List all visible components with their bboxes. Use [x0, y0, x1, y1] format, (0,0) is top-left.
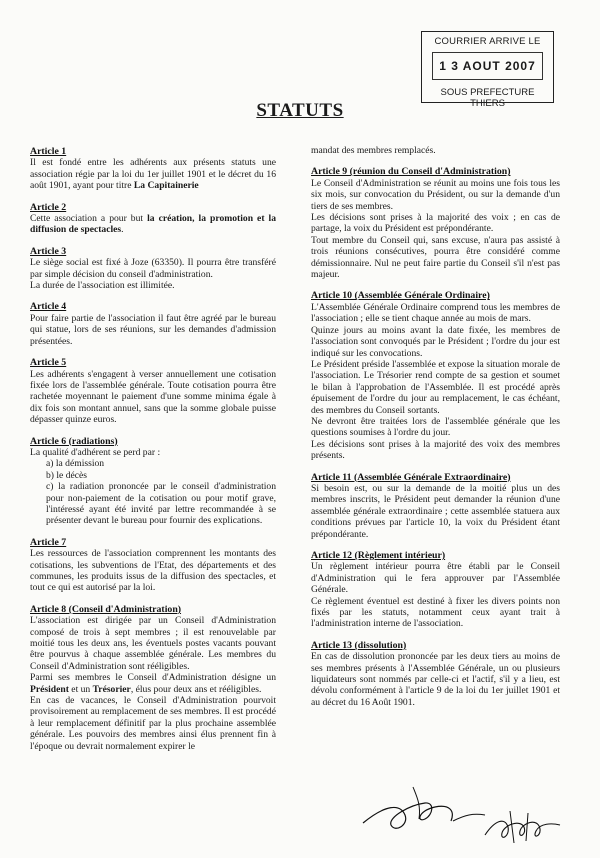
article-heading: Article 6 (radiations): [30, 435, 118, 447]
article-text: Quinze jours au moins avant la date fixée, les membres de l'association sont convoqués par le Président ; l'ordre du jour est indiqué sur les convocations.: [311, 324, 560, 359]
article-1: [30, 146, 276, 192]
list-item: b) le décès: [46, 469, 88, 481]
article-text: L'Assemblée Générale Ordinaire comprend tous les membres de l'association ; elle se tient chaque année au mois de mars.: [311, 301, 560, 325]
article-text: Cette association a pour but la création, la promotion et la diffusion de spectacles.: [30, 213, 276, 236]
article-text: Le siège social est fixé à Joze (63350). Il pourra être transféré par simple décision du conseil d'administration.: [30, 257, 276, 280]
article-text: En cas de vacances, le Conseil d'Administration pourvoit provisoirement au remplacement de ses membres. Il est procédé à leur remplacement définitif par la plus prochaine assemblée générale. Les pouvoirs des membres ainsi élus prennent fin à l'époque ou devrait normalement expirer le: [30, 695, 276, 752]
article-text: Parmi ses membres le Conseil d'Administration désigne un Président et un Trésorier, élus pour deux ans et rééligibles.: [30, 672, 276, 695]
article-text: Les ressources de l'association comprennent les montants des cotisations, les subventions de l'Etat, des départements et des communes, les produits issus de la diffusion des spectacles, et tout ce qui est autorisé par la loi.: [30, 548, 276, 594]
article-heading: Article 5: [30, 357, 67, 369]
list-item: c) la radiation prononcée par le conseil d'administration pour non-paiement de la cotisation ou pour motif grave, l'intéressé ayant été invité par lettre recommandée à se présenter devant le bureau pour fournir des explications.: [46, 481, 276, 527]
reception-stamp: [421, 31, 554, 109]
article-text: Si besoin est, ou sur la demande de la moitié plus un des membres inscrits, le Président peut demander la réunion d'une assemblée générale extraordinaire ; cette assemblée statuera aux conditions prévues par l'article 10, la voix du Président étant prépondérante.: [311, 482, 560, 540]
article-text: La qualité d'adhérent se perd par :: [30, 446, 161, 458]
article-text: Pour faire partie de l'association il faut être agréé par le bureau qui statue, lors de ses réunions, sur les demandes d'admission présentées.: [30, 312, 276, 347]
article-text: Il est fondé entre les adhérents aux présents statuts une association régie par la loi du 1er juillet 1901 et le décret du 16 août 1901, ayant pour titre La Capitainerie: [30, 157, 276, 192]
article-text: En cas de dissolution prononcée par les deux tiers au moins de ses membres présents à l'Assemblée Générale, un ou plusieurs liquidateurs sont nommés par celle-ci et l'actif, s'il y a lieu, est dévolu conformément à l'article 9 de la loi du 1er juillet 1901 et au décret du 16 Août 1901.: [311, 651, 560, 708]
article-12: [311, 550, 560, 630]
article-text: Ne devront être traitées lors de l'assemblée générale que les questions soumises à l'ordre du jour.: [311, 415, 560, 439]
article-heading: Article 11 (Assemblée Générale Extraordinaire): [311, 471, 511, 483]
article-8: [30, 604, 276, 752]
article-heading: Article 4: [30, 301, 67, 313]
article-heading: Article 7: [30, 536, 67, 548]
article-heading: Article 8 (Conseil d'Administration): [30, 603, 182, 615]
article-text: Les adhérents s'engagent à verser annuellement une cotisation fixée lors de l'assemblée générale. Toute cotisation pourra être rachetée moyennant le paiement d'une somme minima égale à dix fois son montant annuel, sans que la somme globale puisse dépasser quinze euros.: [30, 368, 276, 426]
article-heading: Article 12 (Règlement intérieur): [311, 550, 446, 561]
stamp-line-1: COURRIER ARRIVE LE: [434, 36, 541, 47]
signature-right: [480, 805, 565, 850]
article-heading: Article 9 (réunion du Conseil d'Administration): [311, 166, 511, 178]
article-7: [30, 537, 276, 594]
article-heading: Article 2: [30, 201, 67, 213]
left-column: [30, 146, 276, 762]
article-9: [311, 166, 560, 280]
article-text: Le Conseil d'Administration se réunit au moins une fois tous les six mois, sur convocation du Président, ou sur la demande d'un tiers de ses membres.: [311, 177, 560, 212]
article-heading: Article 10 (Assemblée Générale Ordinaire): [311, 290, 490, 302]
article-text: mandat des membres remplacés.: [311, 145, 436, 156]
stamp-date: 1 3 AOUT 2007: [432, 52, 543, 80]
article-3: [30, 246, 276, 292]
article-2: [30, 202, 276, 236]
article-6: [30, 436, 276, 527]
article-heading: Article 13 (dissolution): [311, 639, 407, 651]
article-11: [311, 472, 560, 540]
list-item: a) la démission: [46, 458, 105, 470]
article-13: [311, 640, 560, 708]
article-text: Les décisions sont prises à la majorité des voix des membres présents.: [311, 438, 560, 462]
article-heading: Article 1: [30, 146, 67, 157]
article-8-continued: [311, 145, 560, 156]
article-text: Ce règlement éventuel est destiné à fixer les divers points non fixés par les statuts, notamment ceux ayant trait à l'administration interne de l'association.: [311, 595, 560, 630]
article-text: L'association est dirigée par un Conseil d'Administration composé de trois à sept membres ; il est renouvelable par moitié tous les deux ans, les éventuels postes vacants pouvant être pourvus à chaque assemblée générale. Les membres du Conseil d'Administration sont rééligibles.: [30, 615, 276, 672]
article-text: La durée de l'association est illimitée.: [30, 280, 175, 292]
article-text: Le Président préside l'assemblée et expose la situation morale de l'association. Le Trésorier rend compte de sa gestion et soumet le bilan à l'approbation de l'Assemblée. Il est procédé après épuisement de l'ordre du jour au remplacement, le cas échéant, des membres du Conseil sortants.: [311, 358, 560, 416]
article-text: Les décisions sont prises à la majorité des voix ; en cas de partage, la voix du Président est prépondérante.: [311, 212, 560, 235]
right-column: [311, 145, 560, 718]
article-5: [30, 357, 276, 425]
page-title: STATUTS: [256, 100, 344, 121]
article-heading: Article 3: [30, 245, 67, 257]
stamp-line-3: SOUS PREFECTURE THIERS: [440, 87, 535, 109]
article-10: [311, 290, 560, 461]
article-text: Un règlement intérieur pourra être établi par le Conseil d'Administration qui le fera approuver par l'Assemblée Générale.: [311, 561, 560, 596]
article-4: [30, 301, 276, 347]
article-text: Tout membre du Conseil qui, sans excuse, n'aura pas assisté à trois réunions consécutives, pourra être considéré comme démissionnaire. Nul ne peut faire partie du Conseil s'il n'est pas majeur.: [311, 234, 560, 281]
